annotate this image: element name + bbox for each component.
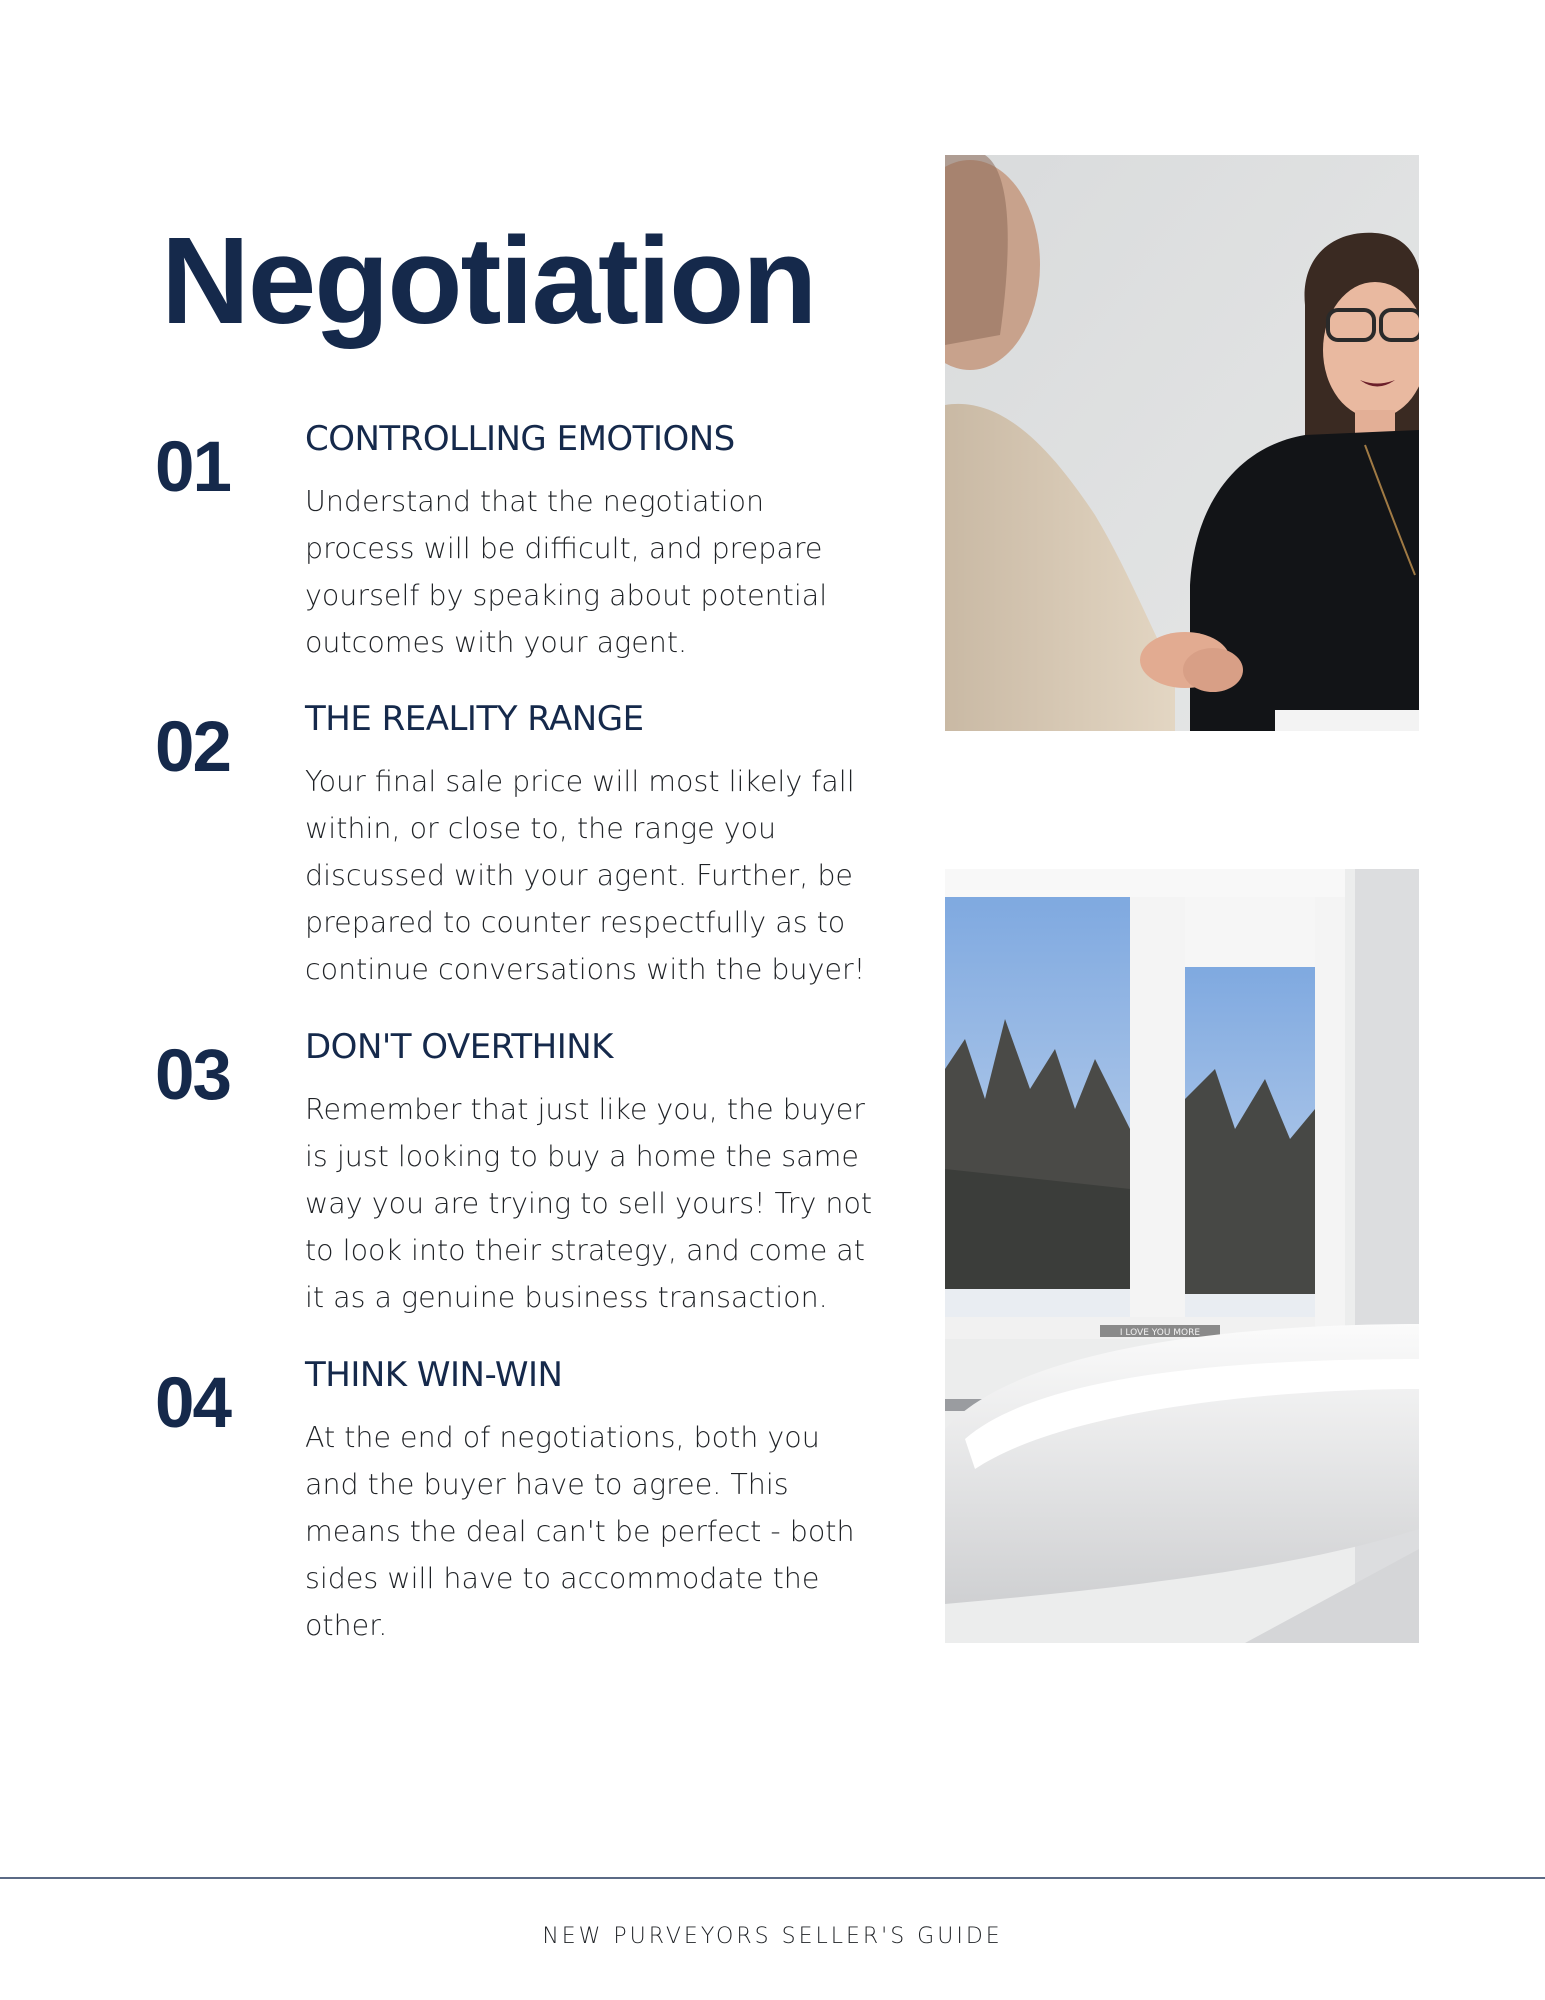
body-line: Your final sale price will most likely fall: [305, 765, 855, 798]
body-line: outcomes with your agent.: [305, 626, 688, 659]
item-heading: THINK WIN-WIN: [305, 1355, 563, 1395]
footer-text: NEW PURVEYORS SELLER'S GUIDE: [542, 1924, 1003, 1949]
body-line: to look into their strategy, and come at: [305, 1234, 865, 1267]
body-line: within, or close to, the range you: [305, 812, 777, 845]
item-body: [305, 1414, 905, 1649]
page-title: Negotiation: [161, 213, 816, 350]
item-body: [305, 478, 905, 666]
item-heading: THE REALITY RANGE: [305, 699, 644, 739]
footer-divider: [0, 1877, 1545, 1879]
body-line: continue conversations with the buyer!: [305, 953, 866, 986]
body-line: yourself by speaking about potential: [305, 579, 828, 612]
item-number: 04: [155, 1364, 230, 1443]
item-number: 01: [155, 428, 230, 507]
body-line: prepared to counter respectfully as to: [305, 906, 846, 939]
body-line: means the deal can't be perfect - both: [305, 1515, 855, 1548]
bathroom-photo: [945, 869, 1419, 1643]
body-line: other.: [305, 1609, 388, 1642]
item-heading: DON'T OVERTHINK: [305, 1027, 613, 1067]
item-body: [305, 758, 905, 993]
item-heading: CONTROLLING EMOTIONS: [305, 419, 735, 459]
body-line: sides will have to accommodate the: [305, 1562, 820, 1595]
body-line: process will be difficult, and prepare: [305, 532, 823, 565]
body-line: discussed with your agent. Further, be: [305, 859, 853, 892]
body-line: and the buyer have to agree. This: [305, 1468, 789, 1501]
body-line: is just looking to buy a home the same: [305, 1140, 859, 1173]
meeting-photo: [945, 155, 1419, 731]
body-line: Remember that just like you, the buyer: [305, 1093, 866, 1126]
item-number: 02: [155, 708, 230, 787]
meeting-photo-illustration: [945, 155, 1419, 731]
bathroom-sign-text: I LOVE YOU MORE: [1119, 1328, 1201, 1338]
body-line: Understand that the negotiation: [305, 485, 765, 518]
body-line: At the end of negotiations, both you: [305, 1421, 820, 1454]
item-body: [305, 1086, 905, 1321]
body-line: way you are trying to sell yours! Try not: [305, 1187, 873, 1220]
body-line: it as a genuine business transaction.: [305, 1281, 828, 1314]
bathroom-photo-illustration: [945, 869, 1419, 1643]
item-number: 03: [155, 1036, 230, 1115]
